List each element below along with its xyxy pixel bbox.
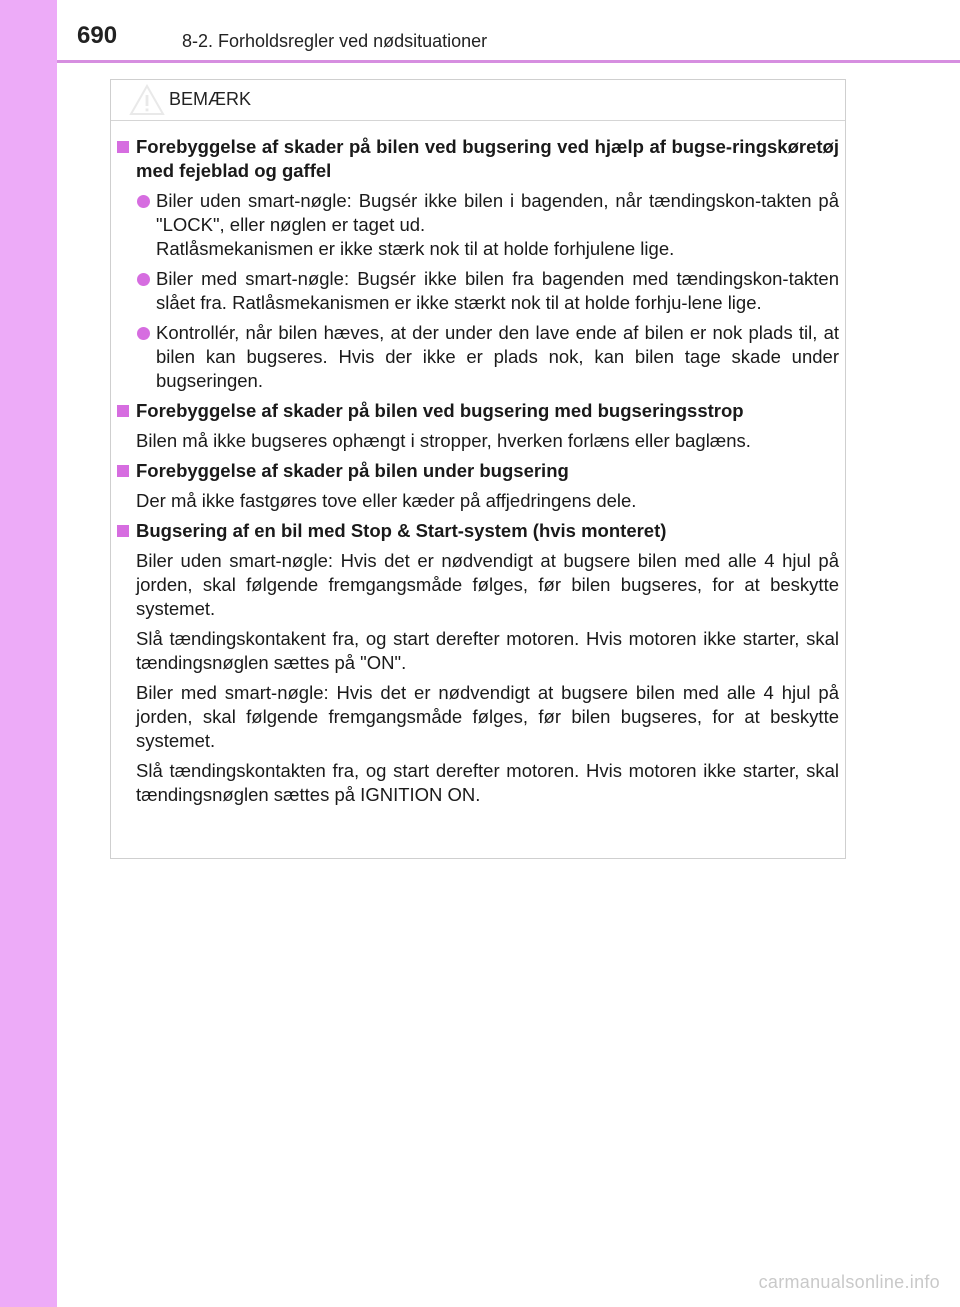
square-bullet-icon xyxy=(117,141,129,153)
page-header xyxy=(57,0,960,62)
header-rule xyxy=(57,60,960,63)
notice-box xyxy=(110,79,846,859)
square-bullet-icon xyxy=(117,405,129,417)
square-bullet-icon xyxy=(117,465,129,477)
footer-watermark: carmanualsonline.info xyxy=(758,1272,940,1292)
side-color-band xyxy=(0,0,57,1307)
round-bullet-icon xyxy=(137,273,150,286)
paragraph: Biler med smart-nøgle: Hvis det er nødvendigt at bugsere bilen med alle 4 hjul på jorden, skal følgende fremgangsmåde følges, før bilen bugseres, for at beskytte systemet. xyxy=(136,682,839,751)
notice-header xyxy=(111,80,845,121)
warning-triangle-icon xyxy=(129,84,165,116)
section-title: 8-2. Forholdsregler ved nødsituationer xyxy=(182,31,488,51)
section-heading-stop-start: Bugsering af en bil med Stop & Start-system (hvis monteret) xyxy=(117,519,839,543)
section-heading-during-towing: Forebyggelse af skader på bilen under bugsering xyxy=(117,459,839,483)
paragraph: Slå tændingskontakent fra, og start derefter motoren. Hvis motoren ikke starter, skal tændingsnøglen sættes på "ON". xyxy=(136,628,839,673)
list-item: Biler uden smart-nøgle: Bugsér ikke bilen i bagenden, når tændingskon-takten på "LOCK", eller nøglen er taget ud. Ratlåsmekanismen er ikke stærk nok til at holde forhjulene lige. xyxy=(117,189,839,261)
list-item: Biler med smart-nøgle: Bugsér ikke bilen fra bagenden med tændingskon-takten slået fra. Ratlåsmekanismen er ikke stærkt nok til at holde forhju-lene lige. xyxy=(117,267,839,315)
round-bullet-icon xyxy=(137,327,150,340)
list-item: Kontrollér, når bilen hæves, at der under den lave ende af bilen er nok plads til, at bilen kan bugseres. Hvis der ikke er plads nok, kan bilen tage skade under bugseringen. xyxy=(117,321,839,393)
square-bullet-icon xyxy=(117,525,129,537)
section-heading-towing-wheel-lift: Forebyggelse af skader på bilen ved bugsering ved hjælp af bugse-ringskøretøj med fejeblad og gaffel xyxy=(117,135,839,183)
paragraph: Biler uden smart-nøgle: Hvis det er nødvendigt at bugsere bilen med alle 4 hjul på jorden, skal følgende fremgangsmåde følges, før bilen bugseres, for at beskytte systemet. xyxy=(136,550,839,619)
section-heading-towing-strap: Forebyggelse af skader på bilen ved bugsering med bugseringsstrop xyxy=(117,399,839,423)
paragraph: Der må ikke fastgøres tove eller kæder på affjedringens dele. xyxy=(136,490,637,511)
paragraph: Slå tændingskontakten fra, og start derefter motoren. Hvis motoren ikke starter, skal tændingsnøglen sættes på IGNITION ON. xyxy=(136,760,839,805)
page-number: 690 xyxy=(77,22,118,49)
paragraph: Bilen må ikke bugseres ophængt i stropper, hverken forlæns eller baglæns. xyxy=(136,430,751,451)
notice-content xyxy=(117,135,839,813)
round-bullet-icon xyxy=(137,195,150,208)
notice-label: BEMÆRK xyxy=(169,89,252,109)
